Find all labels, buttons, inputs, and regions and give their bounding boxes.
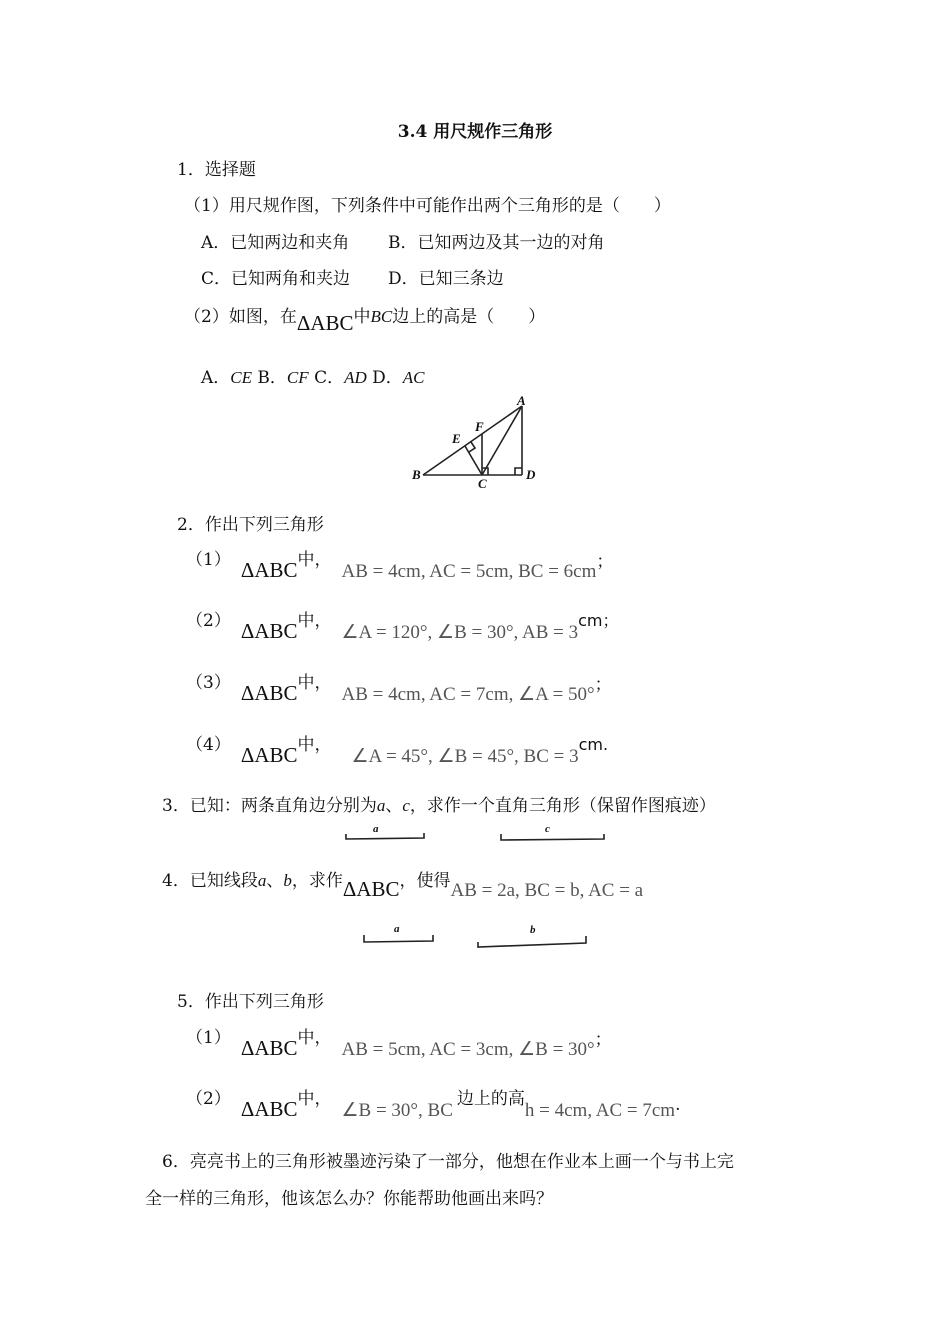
- q1-sub2-triangle: ΔABC: [296, 311, 354, 335]
- fig-label-d: D: [526, 467, 536, 482]
- q1-sub2-prefix: （2）如图，在: [184, 307, 297, 327]
- q1-sub1-option-c: C．已知两角和夹边: [201, 269, 351, 289]
- q2-heading: 2．作出下列三角形: [177, 515, 324, 535]
- q1-sub2-option-a: CE: [230, 368, 253, 387]
- fig-label-f: F: [475, 419, 484, 434]
- q1-sub1-option-a: A．已知两边和夹角: [201, 233, 350, 253]
- fig-right-angle-d: [515, 468, 522, 475]
- q6-line-1: 6．亮亮书上的三角形被墨迹污染了一部分，他想在作业本上画一个与书上完: [162, 1152, 734, 1172]
- fig-line-ba: [423, 406, 522, 475]
- q4-var-b: b: [283, 871, 292, 890]
- q3-sep: 、: [385, 796, 403, 816]
- q2-item-3-tail: ；: [594, 675, 612, 695]
- q5-item-1-num: （1）: [186, 1028, 231, 1048]
- q1-sub1-stem: （1）用尺规作图，下列条件中可能作出两个三角形的是（ ）: [184, 196, 671, 216]
- q1-sub1-option-d: D．已知三条边: [388, 269, 504, 289]
- q4-text: [162, 866, 644, 901]
- q1-sub2-seg: BC: [370, 307, 393, 326]
- q1-sub2-option-b: CF: [286, 368, 309, 387]
- q2-item-1-expr: AB = 4cm, AC = 5cm, BC = 6cm: [341, 561, 597, 582]
- q2-item-1-tail: ；: [596, 552, 614, 572]
- q1-sub2-suffix: 边上的高是（ ）: [392, 307, 546, 327]
- q1-sub2-stem: [184, 302, 546, 335]
- q4-segment-b-label: b: [530, 924, 536, 936]
- q5-item-2-expr1: ∠B = 30°, BC: [341, 1100, 453, 1121]
- q2-item-3-expr: AB = 4cm, AC = 7cm, ∠A = 50°: [341, 684, 595, 705]
- q5-item-2-num: （2）: [186, 1089, 231, 1109]
- q5-item-2-zhong: 中，: [297, 1089, 332, 1109]
- q2-item-2-triangle: ΔABC: [240, 619, 298, 643]
- q1-sub2-mid: 中: [353, 307, 371, 327]
- q2-item-3-triangle: ΔABC: [240, 681, 298, 705]
- q2-item-2-expr: ∠A = 120°, ∠B = 30°, AB = 3: [341, 622, 579, 643]
- q5-item-2-expr2: h = 4cm, AC = 7cm: [524, 1100, 676, 1121]
- q1-sub2-option-a-label: A．: [201, 368, 231, 388]
- q3-segment-c: [501, 834, 604, 840]
- q4-text-mid: ，求作: [291, 871, 343, 891]
- fig-right-angle-e: [469, 442, 475, 452]
- q5-item-2-triangle: ΔABC: [240, 1097, 298, 1121]
- q5-item-1-tail: ；: [594, 1030, 612, 1050]
- q3-var-a: a: [376, 796, 386, 815]
- q4-text-after: ，使得: [399, 871, 451, 891]
- triangle-figure: [405, 392, 555, 492]
- q2-item-1: [186, 545, 614, 582]
- q4-segment-a: [364, 935, 433, 942]
- q1-sub1-option-b: B．已知两边及其一边的对角: [388, 233, 605, 253]
- q5-item-1-expr: AB = 5cm, AC = 3cm, ∠B = 30°: [341, 1039, 595, 1060]
- q5-item-2-mid: 边上的高: [456, 1089, 525, 1109]
- q2-item-3-num: （3）: [186, 673, 231, 693]
- q3-segment-a-label: a: [373, 823, 379, 835]
- q4-segment-b: [478, 936, 586, 947]
- fig-line-ca: [482, 406, 522, 475]
- fig-label-c: C: [478, 476, 487, 491]
- fig-label-b: B: [412, 467, 421, 482]
- q3-var-c: c: [402, 796, 410, 815]
- q2-item-4-triangle: ΔABC: [240, 743, 298, 767]
- q4-segment-a-label: a: [394, 923, 400, 935]
- q2-item-1-zhong: 中，: [297, 550, 332, 570]
- q5-item-1-triangle: ΔABC: [240, 1036, 298, 1060]
- q3-text-after: ，求作一个直角三角形（保留作图痕迹）: [409, 796, 716, 816]
- q1-sub2-options: [201, 363, 425, 388]
- q4-segments: [355, 920, 605, 952]
- q2-item-2: [186, 606, 619, 643]
- q2-item-2-num: （2）: [186, 611, 231, 631]
- q3-segments: [340, 820, 620, 846]
- q6-line-2: 全一样的三角形，他该怎么办？你能帮助他画出来吗？: [145, 1189, 553, 1209]
- q2-item-4-expr: ∠A = 45°, ∠B = 45°, BC = 3: [351, 746, 579, 767]
- q2-item-1-triangle: ΔABC: [240, 558, 298, 582]
- q2-item-4: [186, 730, 609, 767]
- q5-item-1: [186, 1023, 612, 1060]
- fig-label-a: A: [517, 393, 526, 408]
- q2-item-4-tail: cm.: [578, 735, 609, 754]
- q2-item-4-zhong: 中，: [297, 735, 332, 755]
- q3-segment-c-label: c: [545, 823, 550, 835]
- q2-item-2-zhong: 中，: [297, 611, 332, 631]
- q4-expr: AB = 2a, BC = b, AC = a: [450, 880, 644, 901]
- q3-text: [162, 791, 716, 816]
- q1-heading: 1．选择题: [177, 160, 256, 180]
- q1-sub2-option-c-label: C．: [314, 368, 345, 388]
- q3-text-before: 3．已知：两条直角边分别为: [162, 796, 377, 816]
- q1-sub2-option-b-label: B．: [257, 368, 287, 388]
- q2-item-3: [186, 668, 612, 705]
- q2-item-3-zhong: 中，: [297, 673, 332, 693]
- q1-sub2-option-d: AC: [402, 368, 425, 387]
- fig-line-ce: [465, 446, 482, 475]
- q2-item-1-num: （1）: [186, 550, 231, 570]
- q1-sub2-option-c: AD: [344, 368, 367, 387]
- q4-sep: 、: [266, 871, 284, 891]
- q2-item-2-tail: cm；: [578, 611, 619, 630]
- q4-var-a: a: [257, 871, 267, 890]
- q5-heading: 5．作出下列三角形: [177, 992, 324, 1012]
- fig-label-e: E: [452, 431, 461, 446]
- q4-triangle: ΔABC: [342, 877, 400, 901]
- q5-item-1-zhong: 中，: [297, 1028, 332, 1048]
- q4-text-before: 4．已知线段: [162, 871, 258, 891]
- q5-item-2: [186, 1084, 681, 1121]
- q2-item-4-num: （4）: [186, 735, 231, 755]
- q5-item-2-tail: .: [675, 1095, 681, 1115]
- q3-segment-a: [346, 833, 424, 839]
- page-title: 3.4 用尺规作三角形: [397, 122, 553, 142]
- q1-sub2-option-d-label: D．: [372, 368, 403, 388]
